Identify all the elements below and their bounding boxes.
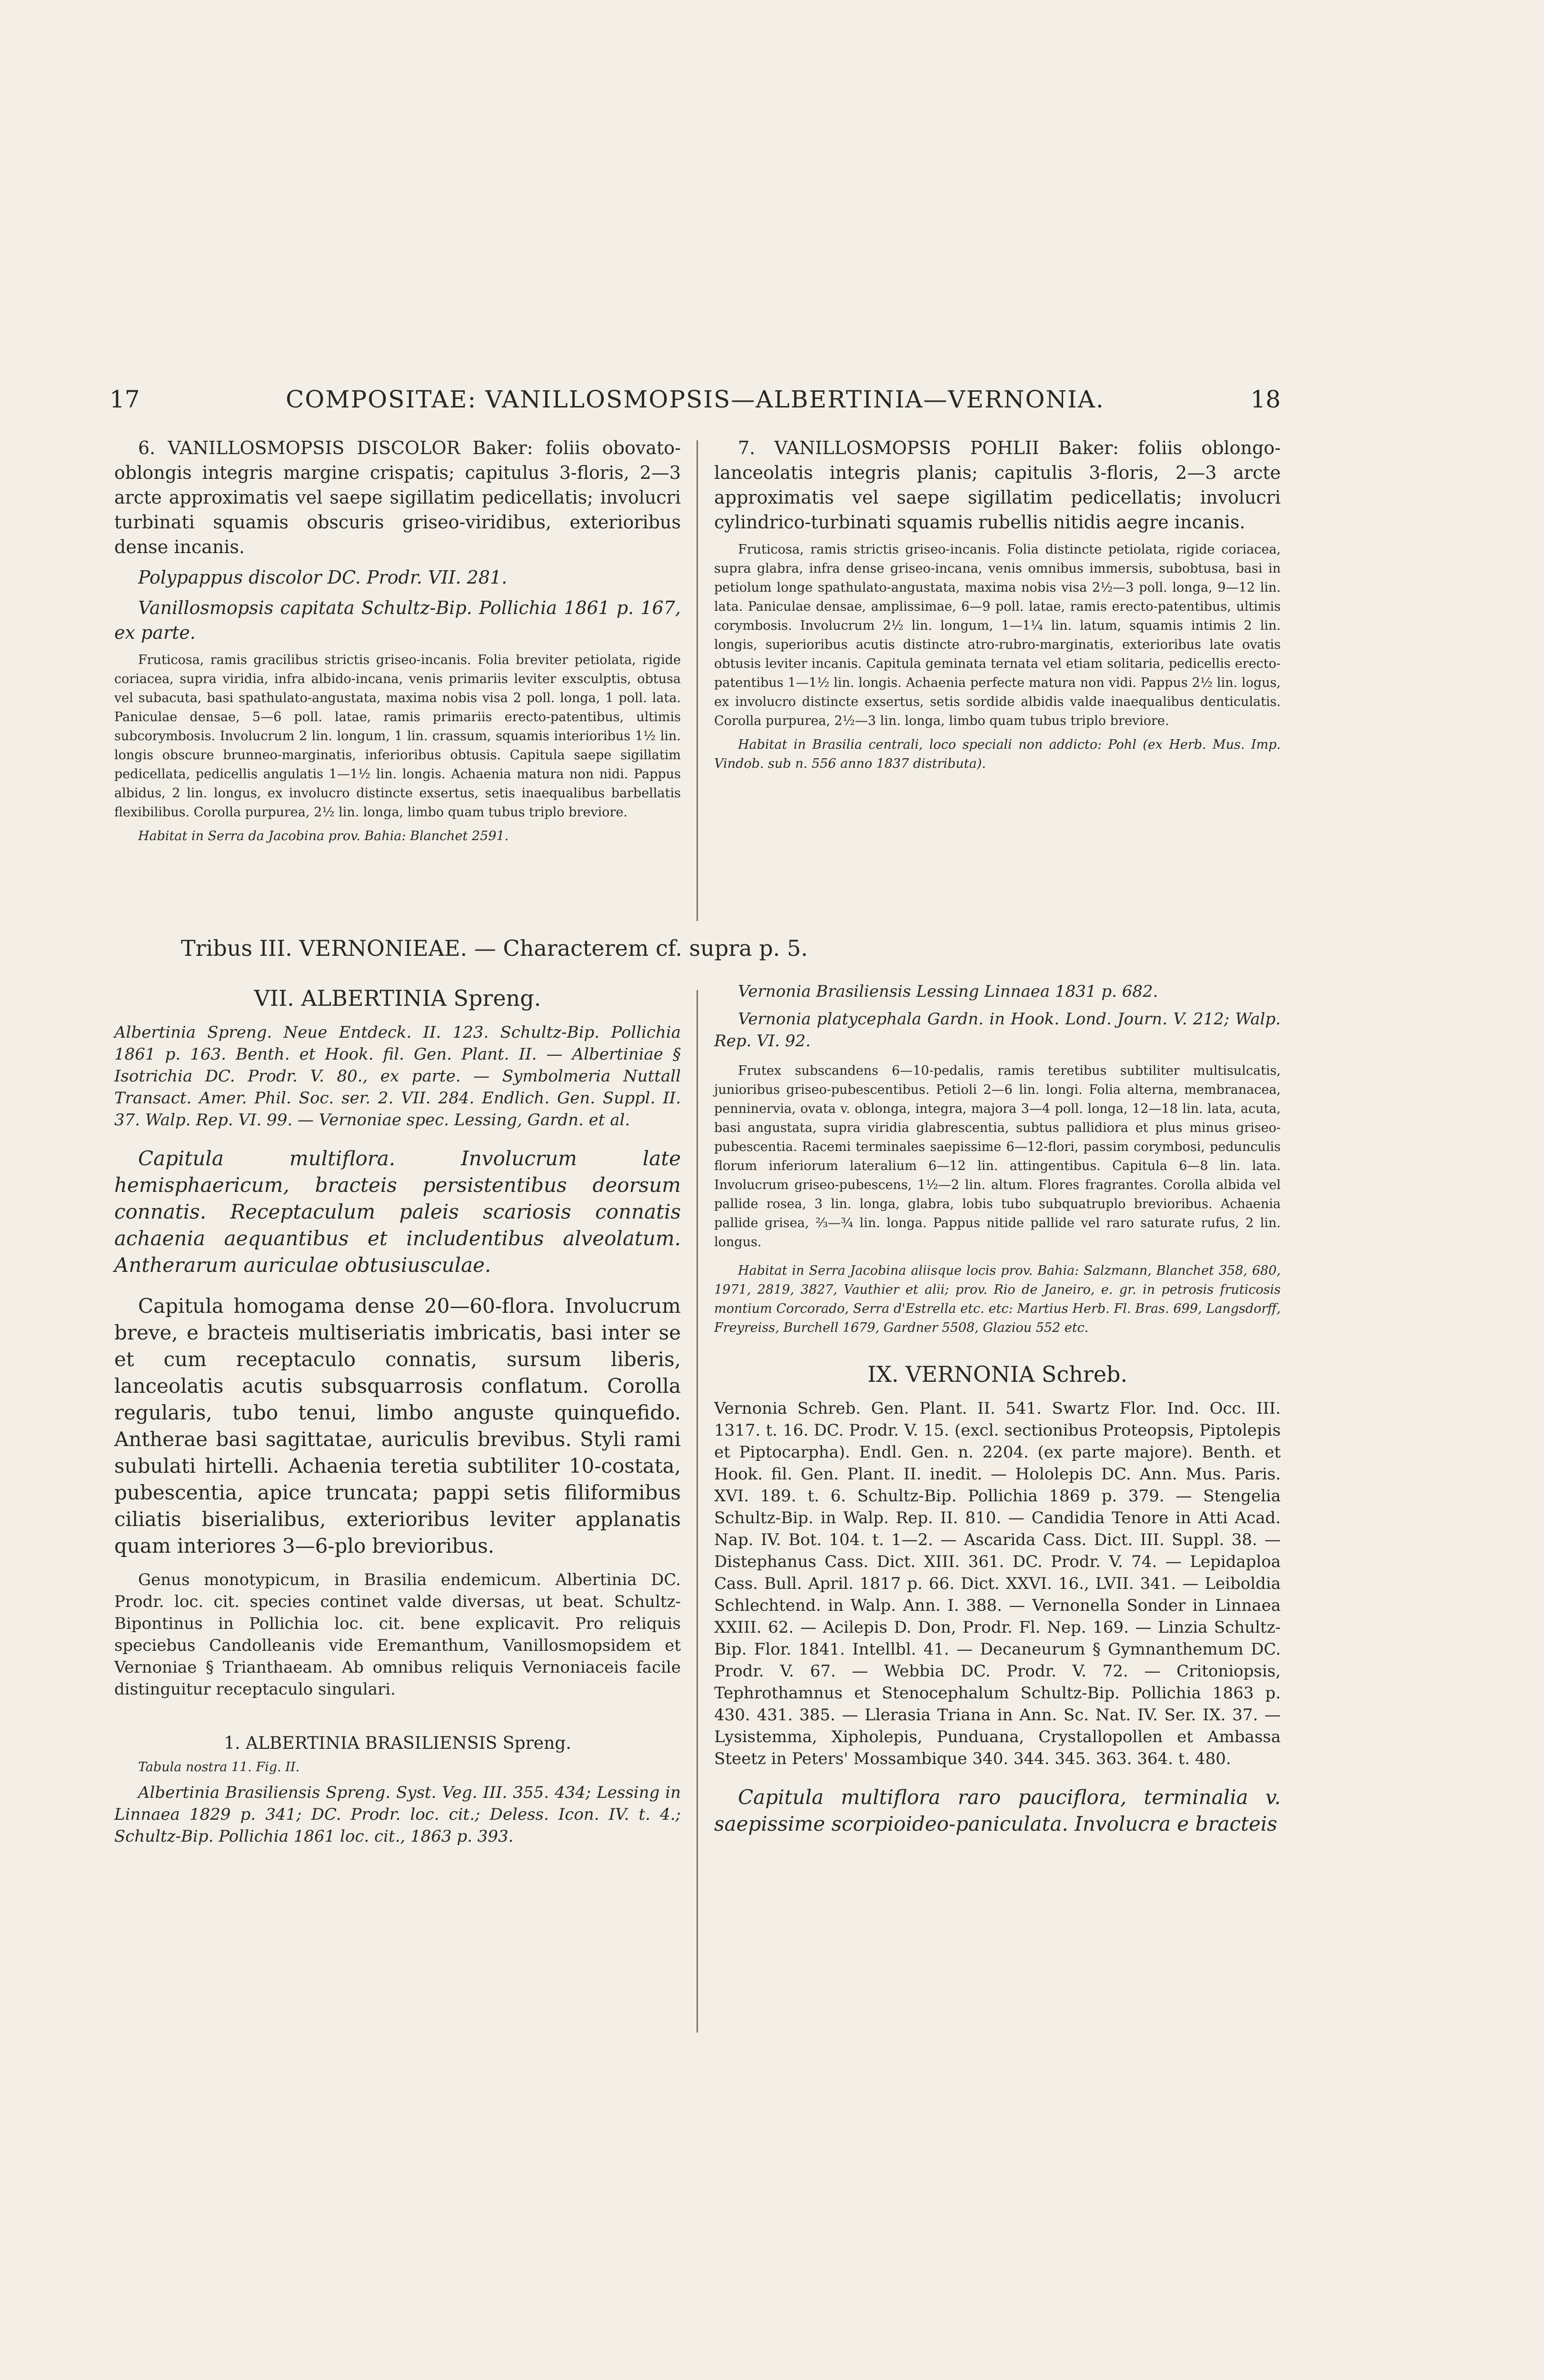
species-synonymy: Albertinia Brasiliensis Spreng. Syst. Veg. III. 355. 434; Lessing in Linnaea 1829 p. 341; DC. Prodr. loc. cit.; Deless. Icon. IV. t. 4.; Schultz-Bip. Pollichia 1861 loc. cit., 1863 p. 393. bbox=[114, 1783, 681, 1846]
species-7-diagnosis: 7. VANILLOSMOPSIS POHLII Baker: foliis oblongo-lanceolatis integris planis; capitulis 3-floris, 2—3 arcte approximatis vel saepe sigillatim pedicellatis; involucri cylindrico-turbinati squamis rubellis nitidis aegre incanis. bbox=[714, 437, 1281, 533]
genus-synonymy: Vernonia Schreb. Gen. Plant. II. 541. Swartz Flor. Ind. Occ. III. 1317. t. 16. DC. Prodr. V. 15. (excl. sectionibus Proteopsis, Piptolepis et Piptocarpha). Endl. Gen. n. 2204. (ex parte majore). Benth. et Hook. fil. Gen. Plant. II. inedit. — Hololepis DC. Ann. Mus. Paris. XVI. 189. t. 6. Schultz-Bip. Pollichia 1869 p. 379. — Stengelia Schultz-Bip. in Walp. Rep. II. 810. — Candidia Tenore in Atti Acad. Nap. IV. Bot. 104. t. 1—2. — Ascarida Cass. Dict. III. Suppl. 38. — Distephanus Cass. Dict. XIII. 361. DC. Prodr. V. 74. — Lepidaploa Cass. Bull. April. 1817 p. 66. Dict. XXVI. 16., LVII. 341. — Leiboldia Schlechtend. in Walp. Ann. I. 388. — Vernonella Sonder in Linnaea XXIII. 62. — Acilepis D. Don, Prodr. Fl. Nep. 169. — Linzia Schultz-Bip. Flor. 1841. Intellbl. 41. — Decaneurum § Gymnanthemum DC. Prodr. V. 67. — Webbia DC. Prodr. V. 72. — Critoniopsis, Tephrothamnus et Stenocephalum Schultz-Bip. Pollichia 1863 p. 430. 431. 385. — Llerasia Triana in Ann. Sc. Nat. IV. Ser. IX. 37. — Lysistemma, Xipholepis, Punduana, Crystallopollen et Ambassa Steetz in Peters' Mossambique 340. 344. 345. 363. 364. t. 480. bbox=[714, 1399, 1281, 1768]
species-1-heading: 1. ALBERTINIA BRASILIENSIS Spreng. bbox=[224, 1734, 571, 1753]
tabula-reference: Tabula nostra 11. Fig. II. bbox=[138, 1760, 300, 1775]
genus-description: Capitula homogama dense 20—60-flora. Involucrum breve, e bracteis multiseriatis imbricatis, basi inter se et cum receptaculo connatis, sursum liberis, lanceolatis acutis subsquarrosis conflatum. Corolla regularis, tubo tenui, limbo anguste quinquefido. Antherae basi sagittatae, auriculis brevibus. Styli rami subulati hirtelli. Achaenia teretia subtiliter 10-costata, pubescentia, apice truncata; pappi setis filiformibus ciliatis biserialibus, exterioribus leviter applanatis quam interiores 3—6-plo brevioribus. bbox=[114, 1294, 681, 1557]
synonym: Vanillosmopsis capitata Schultz-Bip. Pollichia 1861 p. 167, ex parte. bbox=[114, 597, 681, 643]
habitat: Habitat in Serra da Jacobina prov. Bahia: Blanchet 2591. bbox=[138, 829, 509, 843]
species-description: Fruticosa, ramis gracilibus strictis griseo-incanis. Folia breviter petiolata, rigide coriacea, supra viridia, infra albido-incana, venis primariis leviter exsculptis, obtusa vel subacuta, basi spathulato-angustata, maxima nobis visa 2 poll. longa, 1 poll. lata. Paniculae densae, 5—6 poll. latae, ramis primariis erecto-patentibus, ultimis subcorymbosis. Involucrum 2 lin. longum, 1 lin. crassum, squamis interioribus 1½ lin. longis obscure brunneo-marginatis, inferioribus obtusis. Capitula saepe sigillatim pedicellata, pedicellis angulatis 1—1½ lin. longis. Achaenia matura non nidi. Pappus albidus, 2 lin. longus, ex involucro distincte exsertus, setis inaequalibus barbellatis flexibilibus. Corolla purpurea, 2½ lin. longa, limbo quam tubus triplo breviore. bbox=[114, 653, 681, 820]
genus-heading: VII. ALBERTINIA Spreng. bbox=[254, 985, 541, 1011]
column-divider-bottom bbox=[697, 990, 698, 2033]
right-column-top bbox=[714, 436, 1281, 778]
species-6-diagnosis: 6. VANILLOSMOPSIS DISCOLOR Baker: foliis obovato-oblongis integris margine crispatis; capitulus 3-floris, 2—3 arcte approximatis vel saepe sigillatim pedicellatis; involucri turbinati squamis obscuris griseo-viridibus, exterioribus dense incanis. bbox=[114, 437, 681, 557]
left-column-top bbox=[114, 436, 681, 851]
synonym: Vernonia platycephala Gardn. in Hook. Lond. Journ. V. 212; Walp. Rep. VI. 92. bbox=[714, 1010, 1281, 1051]
tribus-heading: Tribus III. VERNONIEAE. — Characterem cf. supra p. 5. bbox=[181, 935, 808, 961]
species-description: Fruticosa, ramis strictis griseo-incanis. Folia distincte petiolata, rigide coriacea, supra glabra, infra dense griseo-incana, venis omnibus immersis, subobtusa, basi in petiolum longe spathulato-angustata, maxima nobis visa 2½—3 poll. longa, 9—12 lin. lata. Paniculae densae, amplissimae, 6—9 poll. latae, ramis erecto-patentibus, ultimis corymbosis. Involucrum 2½ lin. longum, 1—1¼ lin. latum, squamis intimis 2 lin. longis, superioribus acutis distincte atro-rubro-marginatis, exterioribus late ovatis obtusis leviter incanis. Capitula geminata ternata vel etiam solitaria, pedicellis erecto-patentibus 1—1½ lin. longis. Achaenia perfecte matura non vidi. Pappus 2½ lin. logus, ex involucro distincte exsertus, setis sordide albidis valde inaequalibus denticulatis. Corolla purpurea, 2½—3 lin. longa, limbo quam tubus triplo breviore. bbox=[714, 542, 1281, 728]
synonym: Polypappus discolor DC. Prodr. VII. 281. bbox=[138, 567, 508, 588]
running-header bbox=[110, 386, 1281, 428]
genus-synonymy: Albertinia Spreng. Neue Entdeck. II. 123. Schultz-Bip. Pollichia 1861 p. 163. Benth. et Hook. fil. Gen. Plant. II. — Albertiniae § Isotrichia DC. Prodr. V. 80., ex parte. — Symbolmeria Nuttall Transact. Amer. Phil. Soc. ser. 2. VII. 284. Endlich. Gen. Suppl. II. 37. Walp. Rep. VI. 99. — Vernoniae spec. Lessing, Gardn. et al. bbox=[114, 1023, 681, 1130]
genus-heading: IX. VERNONIA Schreb. bbox=[867, 1361, 1127, 1387]
genus-diagnosis: Capitula multiflora. Involucrum late hemisphaericum, bracteis persistentibus deorsum connatis. Receptaculum paleis scariosis connatis achaenia aequantibus et includentibus alveolatum. Antherarum auriculae obtusiusculae. bbox=[114, 1147, 681, 1277]
right-column-bottom bbox=[714, 981, 1281, 1843]
left-column-bottom bbox=[114, 981, 681, 1853]
running-title: COMPOSITAE: VANILLOSMOPSIS—ALBERTINIA—VERNONIA. bbox=[286, 386, 1105, 413]
species-description: Frutex subscandens 6—10-pedalis, ramis teretibus subtiliter multisulcatis, junioribus griseo-pubescentibus. Petioli 2—6 lin. longi. Folia alterna, membranacea, penninervia, ovata v. oblonga, integra, majora 3—4 poll. longa, 12—18 lin. lata, acuta, basi angustata, supra viridia glabrescentia, subtus pallidiora et plus minus griseo-pubescentia. Racemi terminales saepissime 6—12-flori, passim corymbosi, pedunculis florum inferiorum lateralium 6—12 lin. attingentibus. Capitula 6—8 lin. lata. Involucrum griseo-pubescens, 1½—2 lin. altum. Flores fragrantes. Corolla albida vel pallide rosea, 3 lin. longa, glabra, lobis tubo subquatruplo brevioribus. Achaenia pallide grisea, ⅔—¾ lin. longa. Pappus nitide pallide vel raro saturate rufus, 2 lin. longus. bbox=[714, 1063, 1281, 1250]
page-number-right: 18 bbox=[1250, 386, 1281, 413]
column-divider-top bbox=[697, 440, 698, 921]
habitat: Habitat in Brasilia centrali, loco speciali non addicto: Pohl (ex Herb. Mus. Imp. Vindob. sub n. 556 anno 1837 distributa). bbox=[714, 737, 1281, 771]
synonym: Vernonia Brasiliensis Lessing Linnaea 1831 p. 682. bbox=[738, 982, 1158, 1001]
genus-note: Genus monotypicum, in Brasilia endemicum. Albertinia DC. Prodr. loc. cit. species continet valde diversas, ut beat. Schultz-Bipontinus in Pollichia loc. cit. bene explicavit. Pro reliquis speciebus Candolleanis vide Eremanthum, Vanillosmopsidem et Vernoniae § Trianthaeam. Ab omnibus reliquis Vernoniaceis facile distinguitur receptaculo singulari. bbox=[114, 1570, 681, 1699]
habitat: Habitat in Serra Jacobina aliisque locis prov. Bahia: Salzmann, Blanchet 358, 680, 1971, 2819, 3827, Vauthier et alii; prov. Rio de Janeiro, e. gr. in petrosis fruticosis montium Corcorado, Serra d'Estrella etc. etc: Martius Herb. Fl. Bras. 699, Langsdorff, Freyreiss, Burchell 1679, Gardner 5508, Glaziou 552 etc. bbox=[714, 1263, 1281, 1335]
genus-diagnosis: Capitula multiflora raro pauciflora, terminalia v. saepissime scorpioideo-paniculata. Involucra e bracteis bbox=[714, 1785, 1281, 1835]
page-number-left: 17 bbox=[110, 386, 140, 413]
